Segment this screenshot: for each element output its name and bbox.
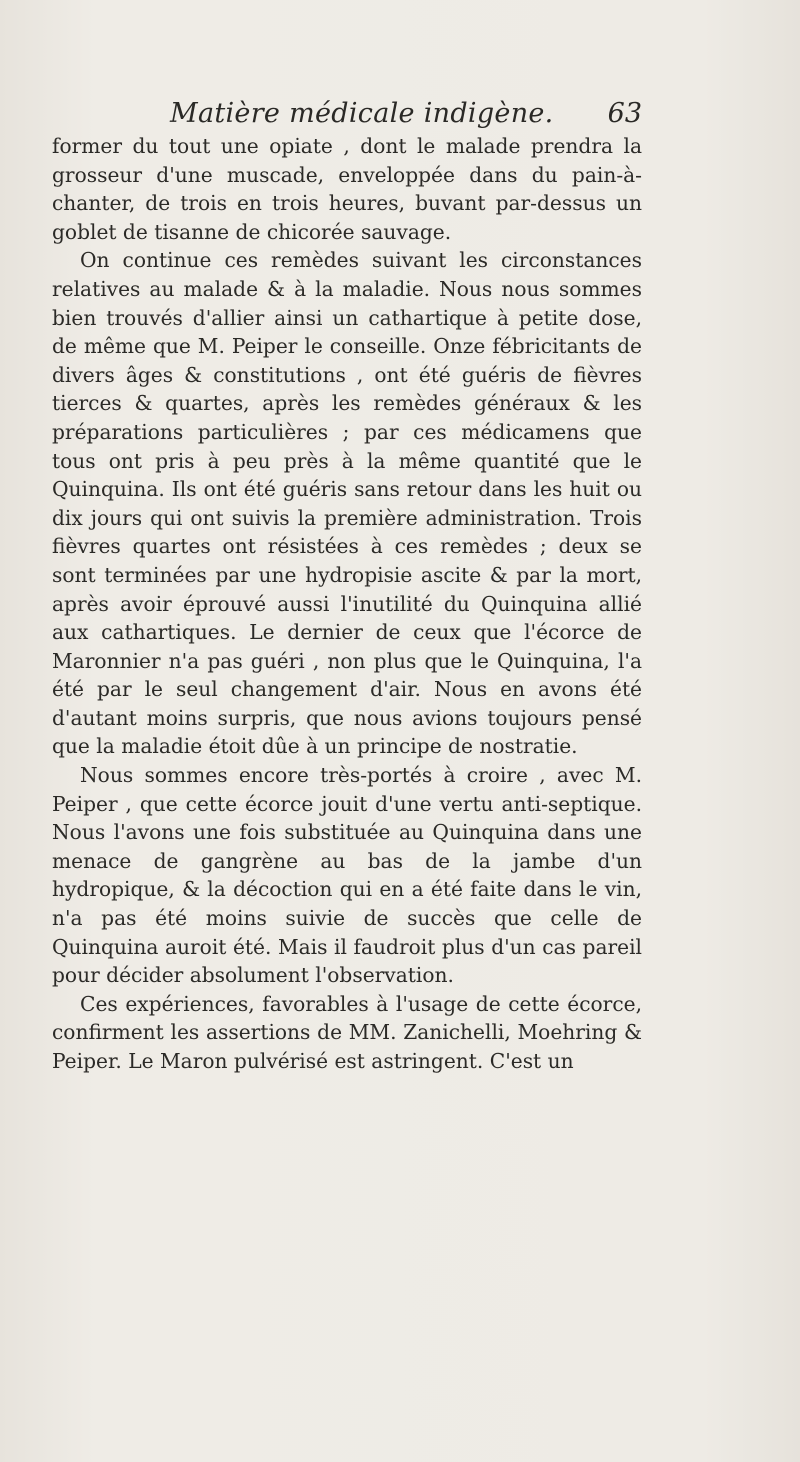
running-title: Matière médicale indigène. [170, 98, 554, 129]
body-text [52, 132, 642, 1076]
paragraph: former du tout une opiate , dont le malade prendra la grosseur d'une muscade, enveloppée dans du pain-à-chanter, de trois en trois heures, buvant par-dessus un goblet de tisanne de chicorée sauvage. [52, 134, 642, 244]
page-number: 63 [607, 98, 642, 129]
paragraph: Ces expériences, favorables à l'usage de cette écorce, confirment les assertions de MM. Zanichelli, Moehring & Peiper. Le Maron pulvérisé est astringent. C'est un [52, 991, 642, 1073]
paragraph: Nous sommes encore très-portés à croire , avec M. Peiper , que cette écorce jouit d'une vertu anti-septique. Nous l'avons une fois substituée au Quinquina dans une menace de gangrène au bas de la jambe d'un hydropique, & la décoction qui en a été faite dans le vin, n'a pas été moins suivie de succès que celle de Quinquina auroit été. Mais il faudroit plus d'un cas pareil pour décider absolument l'observation. [52, 763, 642, 988]
paragraph: On continue ces remèdes suivant les circonstances relatives au malade & à la maladie. Nous nous sommes bien trouvés d'allier ainsi un cathartique à petite dose, de même que M. Peiper le conseille. Onze fébricitants de divers âges & constitutions , ont été guéris de fièvres tierces & quartes, après les remèdes généraux & les préparations particulières ; par ces médicamens que tous ont pris à peu près à la même quantité que le Quinquina. Ils ont été guéris sans retour dans les huit ou dix jours qui ont suivis la première administration. Trois fièvres quartes ont résistées à ces remèdes ; deux se sont terminées par une hydropisie ascite & par la mort, après avoir éprouvé aussi l'inutilité du Quinquina allié aux cathartiques. Le dernier de ceux que l'écorce de Maronnier n'a pas guéri , non plus que le Quinquina, l'a été par le seul changement d'air. Nous en avons été d'autant moins surpris, que nous avions toujours pensé que la maladie étoit dûe à un principe de nostratie. [52, 248, 642, 759]
